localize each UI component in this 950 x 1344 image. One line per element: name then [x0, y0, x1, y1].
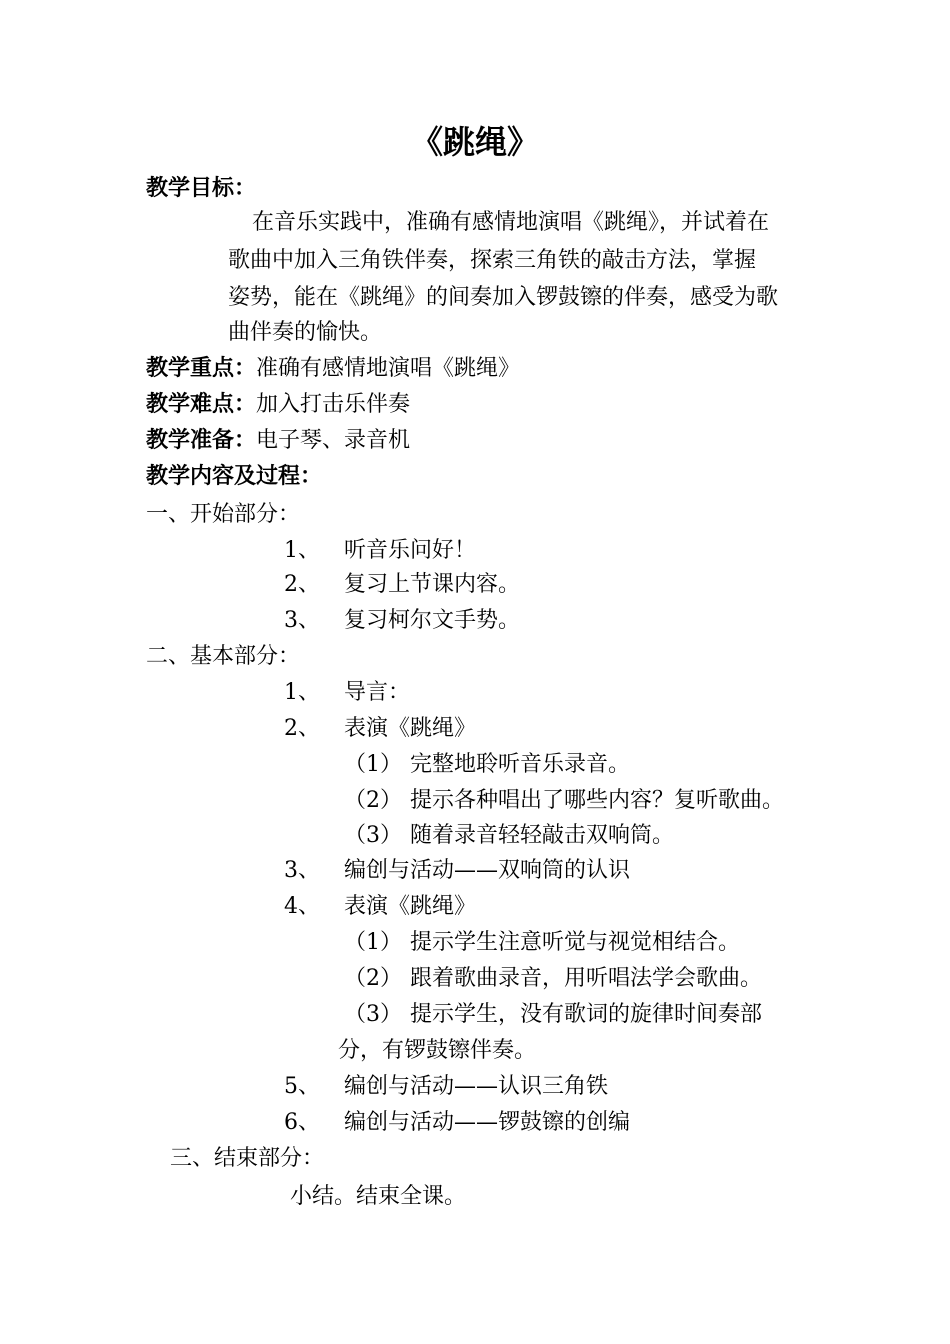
item-number: 1、 — [284, 538, 320, 563]
part2-item-4-sub-2 — [344, 966, 762, 992]
part2-item-2 — [284, 716, 476, 742]
goals-line-2: 歌曲中加入三角铁伴奏，探索三角铁的敲击方法，掌握 — [228, 248, 757, 273]
sub-text: 提示学生，没有歌词的旋律时间奏部 — [410, 1002, 763, 1027]
item-text: 导言： — [344, 680, 411, 705]
sub-text: 提示各种唱出了哪些内容？复听歌曲。 — [410, 788, 785, 813]
item-text: 表演《跳绳》 — [344, 716, 477, 741]
part1-item-3 — [284, 608, 520, 634]
process-label: 教学内容及过程： — [146, 464, 323, 489]
item-number: 5、 — [284, 1074, 320, 1099]
goals-line-1: 在音乐实践中，准确有感情地演唱《跳绳》，并试着在 — [252, 210, 770, 235]
item-number: 1、 — [284, 680, 320, 705]
item-number: 2、 — [284, 716, 320, 741]
preparation-text: 电子琴、录音机 — [256, 428, 411, 453]
difficulty-text: 加入打击乐伴奏 — [256, 392, 411, 417]
page-title: 《跳绳》 — [410, 123, 539, 161]
item-number: 6、 — [284, 1110, 320, 1135]
sub-text: 提示学生注意听觉与视觉相结合。 — [410, 930, 741, 955]
item-text: 编创与活动——认识三角铁 — [344, 1074, 609, 1099]
part2-item-2-sub-2 — [344, 788, 784, 814]
part1-heading: 一、开始部分： — [146, 502, 301, 527]
difficulty-row — [146, 392, 410, 418]
item-number: 4、 — [284, 894, 320, 919]
item-text: 表演《跳绳》 — [344, 894, 477, 919]
part2-item-4-sub-3-continued: 分，有锣鼓镲伴奏。 — [338, 1038, 537, 1063]
item-text: 复习上节课内容。 — [344, 572, 521, 597]
part1-item-1 — [284, 538, 476, 564]
part2-item-6 — [284, 1110, 630, 1136]
goals-line-4: 曲伴奏的愉快。 — [228, 320, 383, 345]
sub-text: 完整地聆听音乐录音。 — [410, 752, 631, 777]
difficulty-label: 教学难点： — [146, 392, 257, 417]
key-point-label: 教学重点： — [146, 356, 257, 381]
part2-item-5 — [284, 1074, 608, 1100]
part2-item-4 — [284, 894, 476, 920]
item-text: 编创与活动——双响筒的认识 — [344, 858, 631, 883]
part2-item-2-sub-3 — [344, 823, 674, 849]
part2-item-4-sub-3 — [344, 1002, 762, 1028]
part3-text: 小结。结束全课。 — [290, 1184, 467, 1209]
item-text: 复习柯尔文手势。 — [344, 608, 521, 633]
sub-number: （2） — [344, 788, 402, 813]
part2-item-2-sub-1 — [344, 752, 630, 778]
sub-number: （3） — [344, 1002, 402, 1027]
sub-number: （2） — [344, 966, 402, 991]
part2-item-1 — [284, 680, 410, 706]
preparation-label: 教学准备： — [146, 428, 257, 453]
part2-item-4-sub-1 — [344, 930, 740, 956]
item-number: 3、 — [284, 608, 320, 633]
sub-number: （1） — [344, 752, 402, 777]
item-number: 3、 — [284, 858, 320, 883]
part3-heading: 三、结束部分： — [170, 1146, 325, 1171]
key-point-row — [146, 356, 520, 382]
item-text: 听音乐问好！ — [344, 538, 477, 563]
part1-item-2 — [284, 572, 520, 598]
goals-label: 教学目标： — [146, 176, 257, 201]
item-number: 2、 — [284, 572, 320, 597]
sub-text: 随着录音轻轻敲击双响筒。 — [410, 823, 675, 848]
goals-line-3: 姿势，能在《跳绳》的间奏加入锣鼓镲的伴奏，感受为歌 — [228, 285, 779, 310]
item-text: 编创与活动——锣鼓镲的创编 — [344, 1110, 631, 1135]
part2-item-3 — [284, 858, 630, 884]
part2-heading: 二、基本部分： — [146, 644, 301, 669]
sub-number: （3） — [344, 823, 402, 848]
key-point-text: 准确有感情地演唱《跳绳》 — [256, 356, 521, 381]
preparation-row — [146, 428, 410, 454]
sub-number: （1） — [344, 930, 402, 955]
sub-text: 跟着歌曲录音，用听唱法学会歌曲。 — [410, 966, 763, 991]
